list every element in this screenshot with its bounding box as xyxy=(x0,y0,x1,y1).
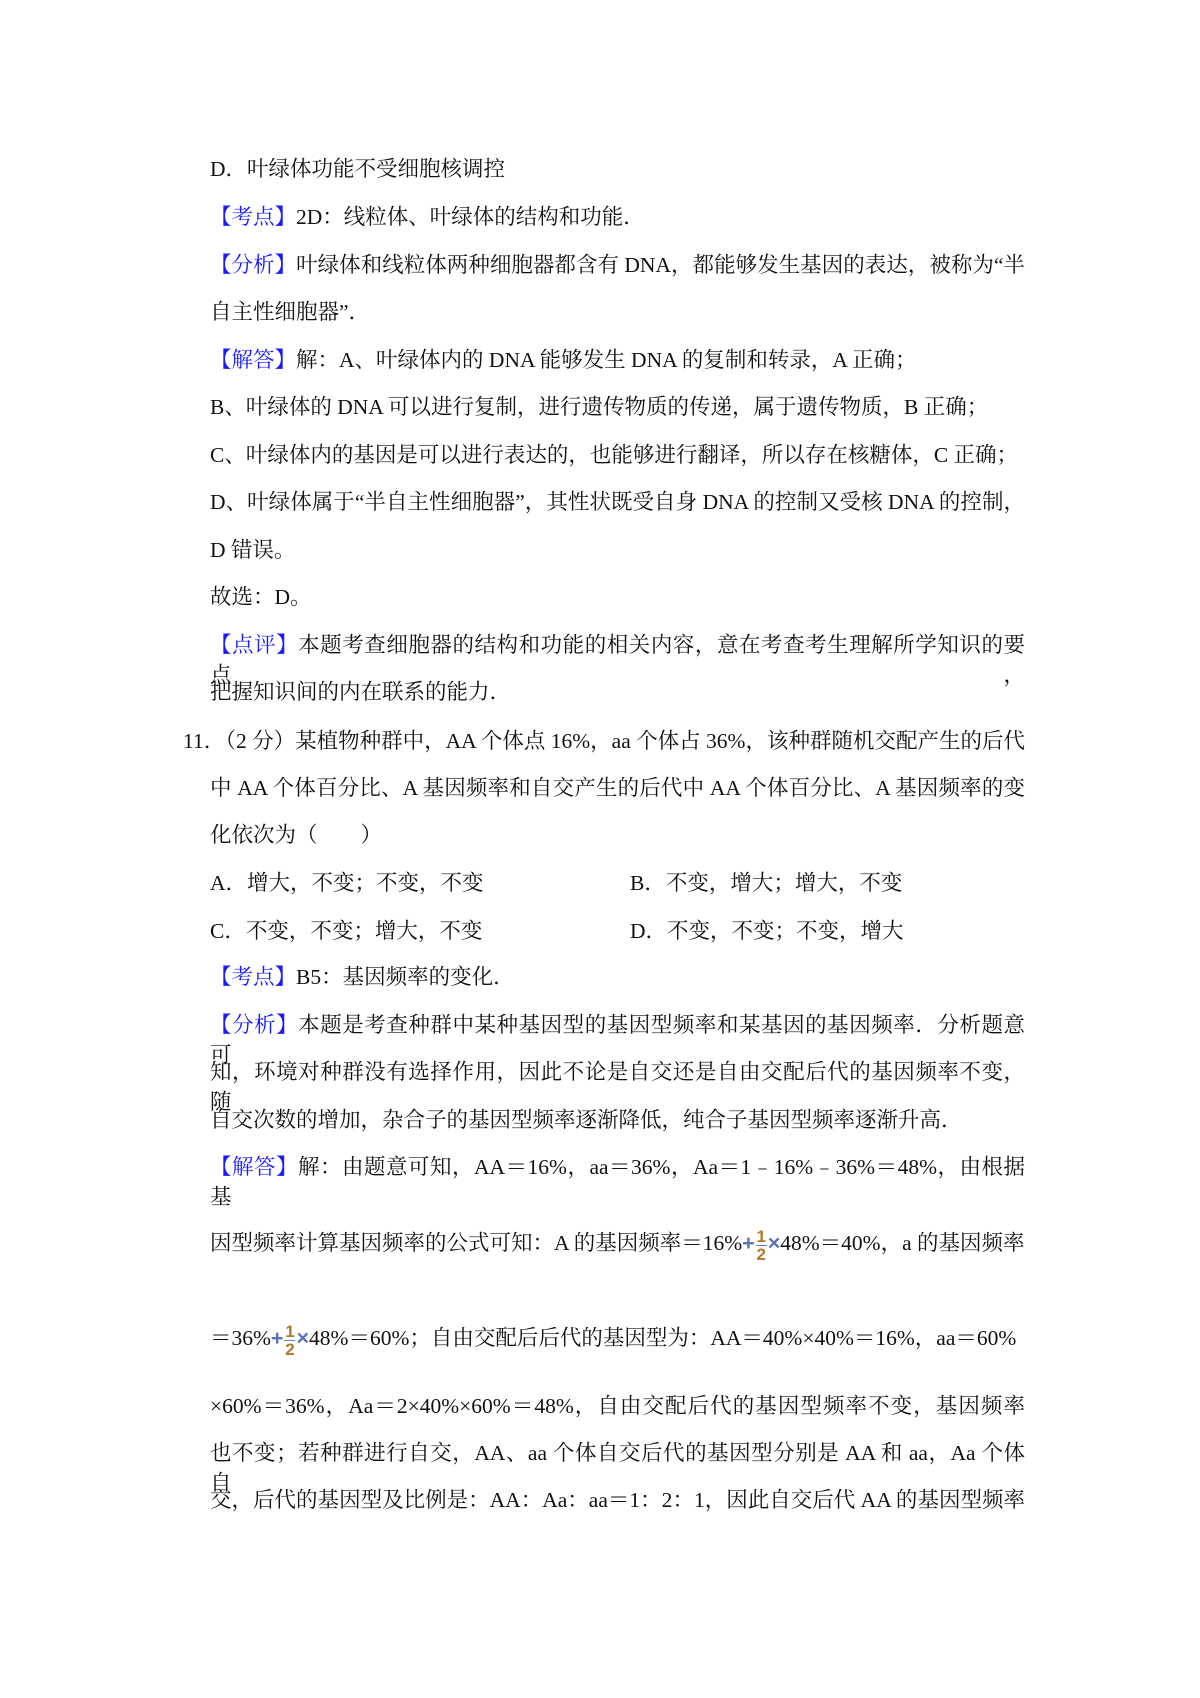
q10-jieda-line5: D 错误。 xyxy=(210,538,296,562)
jieda-line2-part1: 因型频率计算基因频率的公式可知：A 的基因频率＝16% xyxy=(210,1231,743,1255)
times-sign: × xyxy=(296,1326,310,1350)
fraction-one-half xyxy=(284,1323,295,1358)
q11-stem-line3: 化依次为（ ） xyxy=(210,823,383,847)
times-sign: × xyxy=(767,1231,781,1255)
fenxi-tag: 【分析】 xyxy=(210,253,297,277)
q11-jieda-line4: ×60%＝36%，Aa＝2×40%×60%＝48%，自由交配后代的基因型频率不变，基因频率 xyxy=(210,1394,1025,1418)
fraction-one-half xyxy=(756,1228,767,1263)
q11-stem-line2: 中 AA 个体百分比、A 基因频率和自交产生的后代中 AA 个体百分比、A 基因频率的变 xyxy=(210,776,1025,800)
q11-option-c: C．不变，不变；增大，不变 xyxy=(210,919,483,943)
q11-jieda xyxy=(210,1152,1025,1209)
q11-jieda-line5: 也不变；若种群进行自交，AA、aa 个体自交后代的基因型分别是 AA 和 aa，Aa 个体自 xyxy=(210,1441,1025,1495)
q11-option-a: A．增大，不变；不变，不变 xyxy=(210,871,484,895)
q11-option-b: B．不变，增大；增大，不变 xyxy=(630,871,903,895)
denominator: 2 xyxy=(756,1244,766,1264)
fenxi-text: 本题是考查种群中某种基因型的基因型频率和某基因的基因频率．分析题意可 xyxy=(210,1013,1025,1067)
q10-kaodian xyxy=(210,202,1025,232)
kaodian-tag: 【考点】 xyxy=(210,205,297,229)
plus-sign: + xyxy=(742,1231,755,1255)
denominator: 2 xyxy=(285,1339,295,1359)
numerator: 1 xyxy=(285,1321,295,1341)
q10-fenxi-line2: 自主性细胞器”． xyxy=(210,300,371,324)
q10-dianping xyxy=(210,630,1025,687)
q11-jieda-line6: 交，后代的基因型及比例是：AA：Aa：aa＝1：2：1，因此自交后代 AA 的基因型频率 xyxy=(210,1488,1025,1512)
fenxi-tag: 【分析】 xyxy=(210,1013,299,1037)
kaodian-text: B5：基因频率的变化． xyxy=(296,965,515,989)
q10-fenxi xyxy=(210,250,1025,280)
q10-jieda-line4: D、叶绿体属于“半自主性细胞器”，其性状既受自身 DNA 的控制又受核 DNA 的控制， xyxy=(210,490,1025,514)
q11-stem-line1: 11．（2 分）某植物种群中，AA 个体点 16%，aa 个体占 36%，该种群随机交配产生的后代 xyxy=(183,729,1025,753)
q10-jieda-line3: C、叶绿体内的基因是可以进行表达的，也能够进行翻译，所以存在核糖体，C 正确； xyxy=(210,443,1019,467)
jieda-text: 解：由题意可知，AA＝16%，aa＝36%，Aa＝1﹣16%﹣36%＝48%，由根据基 xyxy=(210,1155,1025,1209)
jieda-text: 解：A、叶绿体内的 DNA 能够发生 DNA 的复制和转录，A 正确； xyxy=(296,348,917,372)
q11-jieda-line2 xyxy=(210,1225,1025,1264)
q11-option-d: D．不变，不变；不变，增大 xyxy=(630,919,904,943)
jieda-line3-part1: ＝36% xyxy=(210,1326,271,1350)
jieda-line2-part2: 48%＝40%，a 的基因频率 xyxy=(780,1231,1025,1255)
q10-jieda-line2: B、叶绿体的 DNA 可以进行复制，进行遗传物质的传递，属于遗传物质，B 正确； xyxy=(210,395,989,419)
kaodian-text: 2D：线粒体、叶绿体的结构和功能． xyxy=(296,205,645,229)
fenxi-text: 叶绿体和线粒体两种细胞器都含有 DNA，都能够发生基因的表达，被称为“半 xyxy=(296,253,1025,277)
q11-kaodian xyxy=(210,962,1025,992)
jieda-tag: 【解答】 xyxy=(210,1155,298,1179)
q11-jieda-line3 xyxy=(210,1320,1025,1359)
kaodian-tag: 【考点】 xyxy=(210,965,297,989)
q11-fenxi-line2: 知，环境对种群没有选择作用，因此不论是自交还是自由交配后代的基因频率不变，随 xyxy=(210,1060,1025,1114)
q11-fenxi-line3: 自交次数的增加，杂合子的基因型频率逐渐降低，纯合子基因型频率逐渐升高． xyxy=(210,1108,963,1132)
q10-option-d: D．叶绿体功能不受细胞核调控 xyxy=(210,157,506,181)
q10-dianping-line2: 把握知识间的内在联系的能力． xyxy=(210,680,512,704)
q10-answer: 故选：D。 xyxy=(210,585,312,609)
dianping-tag: 【点评】 xyxy=(210,633,299,657)
jieda-tag: 【解答】 xyxy=(210,348,297,372)
dianping-text: 本题考查细胞器的结构和功能的相关内容，意在考查考生理解所学知识的要点， xyxy=(210,633,1025,687)
q11-fenxi xyxy=(210,1010,1025,1067)
plus-sign: + xyxy=(270,1326,284,1350)
jieda-line3-part2: 48%＝60%；自由交配后后代的基因型为：AA＝40%×40%＝16%，aa＝60% xyxy=(309,1326,1017,1350)
q10-jieda xyxy=(210,345,1025,375)
numerator: 1 xyxy=(756,1226,766,1246)
